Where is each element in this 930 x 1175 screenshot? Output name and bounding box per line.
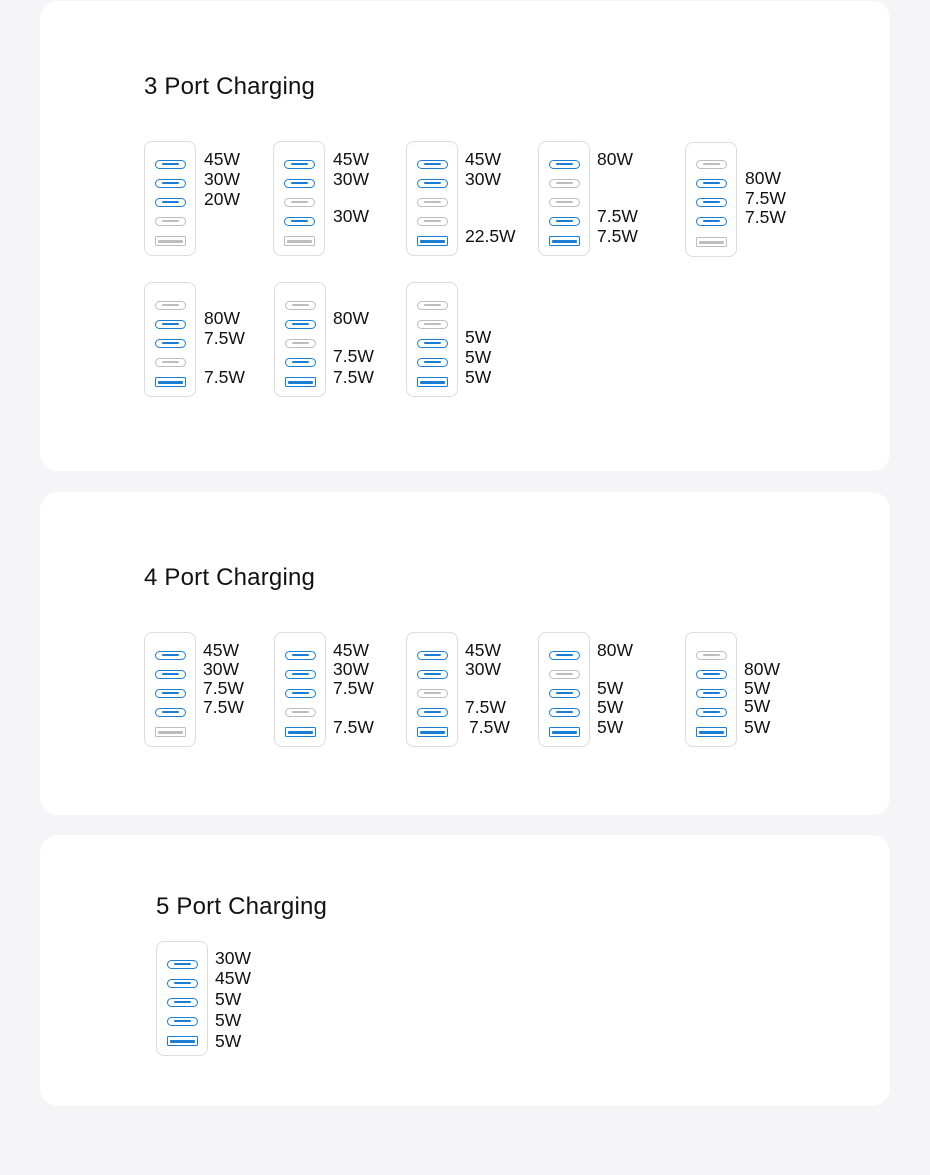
usb-c-port-icon (417, 339, 448, 348)
port-wattage-label: 5W (744, 717, 771, 737)
usb-c-port-icon (417, 670, 448, 679)
port-wattage-label: 5W (215, 1031, 242, 1051)
port-wattage-label: 5W (215, 1010, 242, 1030)
port-wattage-label: 30W (215, 948, 251, 968)
usb-c-port-icon (155, 651, 186, 660)
usb-c-port-icon (696, 198, 727, 207)
usb-c-port-icon (155, 339, 186, 348)
usb-c-port-icon (417, 708, 448, 717)
usb-c-port-icon (285, 651, 316, 660)
usb-c-port-icon (549, 198, 580, 207)
usb-a-port-icon (155, 236, 186, 246)
usb-c-port-icon (284, 160, 315, 169)
port-wattage-label: 45W (465, 640, 501, 660)
port-wattage-label: 7.5W (333, 367, 374, 387)
port-wattage-label: 20W (204, 189, 240, 209)
port-wattage-label: 22.5W (465, 226, 516, 246)
port-wattage-label: 5W (465, 347, 492, 367)
port-wattage-label: 5W (465, 367, 492, 387)
port-wattage-label: 45W (204, 149, 240, 169)
usb-c-port-icon (285, 689, 316, 698)
port-wattage-label: 7.5W (745, 207, 786, 227)
usb-c-port-icon (696, 670, 727, 679)
port-wattage-label: 7.5W (465, 697, 506, 717)
section-title: 5 Port Charging (156, 893, 328, 920)
port-wattage-label: 5W (597, 717, 624, 737)
usb-c-port-icon (285, 320, 316, 329)
usb-c-port-icon (167, 1017, 198, 1026)
usb-c-port-icon (285, 358, 316, 367)
usb-a-port-icon (417, 377, 448, 387)
usb-c-port-icon (696, 160, 727, 169)
usb-c-port-icon (417, 651, 448, 660)
charger-diagram (406, 141, 458, 256)
port-wattage-label: 7.5W (469, 717, 510, 737)
port-wattage-label: 5W (744, 678, 771, 698)
usb-c-port-icon (284, 198, 315, 207)
usb-c-port-icon (167, 998, 198, 1007)
port-wattage-label: 30W (333, 659, 369, 679)
port-wattage-label: 30W (465, 169, 501, 189)
port-wattage-label: 5W (597, 697, 624, 717)
usb-c-port-icon (549, 179, 580, 188)
usb-a-port-icon (696, 237, 727, 247)
port-wattage-label: 7.5W (203, 697, 244, 717)
usb-c-port-icon (549, 651, 580, 660)
port-wattage-label: 7.5W (203, 678, 244, 698)
charger-diagram (538, 632, 590, 747)
usb-c-port-icon (155, 160, 186, 169)
port-wattage-label: 5W (744, 696, 771, 716)
port-wattage-label: 45W (333, 149, 369, 169)
usb-c-port-icon (284, 179, 315, 188)
port-wattage-label: 45W (465, 149, 501, 169)
usb-a-port-icon (155, 377, 186, 387)
charger-diagram (144, 632, 196, 747)
port-wattage-label: 45W (333, 640, 369, 660)
usb-a-port-icon (155, 727, 186, 737)
port-wattage-label: 30W (204, 169, 240, 189)
charger-diagram (406, 632, 458, 747)
usb-c-port-icon (155, 320, 186, 329)
port-wattage-label: 7.5W (204, 328, 245, 348)
usb-c-port-icon (417, 689, 448, 698)
usb-a-port-icon (167, 1036, 198, 1046)
port-wattage-label: 30W (333, 206, 369, 226)
usb-c-port-icon (549, 217, 580, 226)
usb-a-port-icon (417, 727, 448, 737)
usb-c-port-icon (417, 160, 448, 169)
charger-diagram (144, 141, 196, 256)
port-wattage-label: 7.5W (333, 717, 374, 737)
usb-c-port-icon (417, 198, 448, 207)
port-wattage-label: 30W (465, 659, 501, 679)
usb-c-port-icon (155, 217, 186, 226)
charger-diagram (685, 632, 737, 747)
usb-c-port-icon (155, 198, 186, 207)
port-wattage-label: 80W (597, 640, 633, 660)
port-wattage-label: 30W (203, 659, 239, 679)
usb-c-port-icon (549, 160, 580, 169)
usb-c-port-icon (285, 301, 316, 310)
charger-diagram (273, 141, 325, 256)
usb-c-port-icon (696, 689, 727, 698)
usb-c-port-icon (284, 217, 315, 226)
usb-c-port-icon (417, 358, 448, 367)
usb-a-port-icon (284, 236, 315, 246)
usb-a-port-icon (549, 236, 580, 246)
charger-diagram (156, 941, 208, 1056)
charger-diagram (538, 141, 590, 256)
port-wattage-label: 7.5W (333, 678, 374, 698)
port-wattage-label: 80W (597, 149, 633, 169)
usb-c-port-icon (696, 651, 727, 660)
port-wattage-label: 80W (744, 659, 780, 679)
usb-c-port-icon (417, 217, 448, 226)
port-wattage-label: 5W (215, 989, 242, 1009)
usb-a-port-icon (285, 727, 316, 737)
port-wattage-label: 7.5W (333, 346, 374, 366)
charger-diagram (144, 282, 196, 397)
usb-c-port-icon (549, 670, 580, 679)
port-wattage-label: 5W (597, 678, 624, 698)
usb-a-port-icon (549, 727, 580, 737)
port-wattage-label: 7.5W (597, 206, 638, 226)
charger-diagram (685, 142, 737, 257)
charger-diagram (274, 632, 326, 747)
usb-c-port-icon (696, 179, 727, 188)
usb-c-port-icon (549, 689, 580, 698)
port-wattage-label: 7.5W (597, 226, 638, 246)
usb-c-port-icon (285, 670, 316, 679)
port-wattage-label: 80W (333, 308, 369, 328)
usb-c-port-icon (155, 358, 186, 367)
usb-c-port-icon (696, 217, 727, 226)
port-wattage-label: 80W (745, 168, 781, 188)
usb-c-port-icon (285, 708, 316, 717)
port-wattage-label: 7.5W (204, 367, 245, 387)
port-wattage-label: 30W (333, 169, 369, 189)
port-wattage-label: 45W (203, 640, 239, 660)
usb-a-port-icon (417, 236, 448, 246)
charger-diagram (274, 282, 326, 397)
usb-c-port-icon (696, 708, 727, 717)
usb-c-port-icon (167, 979, 198, 988)
usb-a-port-icon (285, 377, 316, 387)
port-wattage-label: 7.5W (745, 188, 786, 208)
usb-a-port-icon (696, 727, 727, 737)
port-wattage-label: 5W (465, 327, 492, 347)
usb-c-port-icon (417, 320, 448, 329)
usb-c-port-icon (155, 670, 186, 679)
port-wattage-label: 45W (215, 968, 251, 988)
usb-c-port-icon (155, 301, 186, 310)
port-wattage-label: 80W (204, 308, 240, 328)
usb-c-port-icon (167, 960, 198, 969)
charger-diagram (406, 282, 458, 397)
section-title: 4 Port Charging (144, 564, 316, 591)
usb-c-port-icon (155, 689, 186, 698)
usb-c-port-icon (155, 708, 186, 717)
section-title: 3 Port Charging (144, 73, 316, 100)
usb-c-port-icon (549, 708, 580, 717)
usb-c-port-icon (417, 301, 448, 310)
usb-c-port-icon (285, 339, 316, 348)
usb-c-port-icon (155, 179, 186, 188)
usb-c-port-icon (417, 179, 448, 188)
